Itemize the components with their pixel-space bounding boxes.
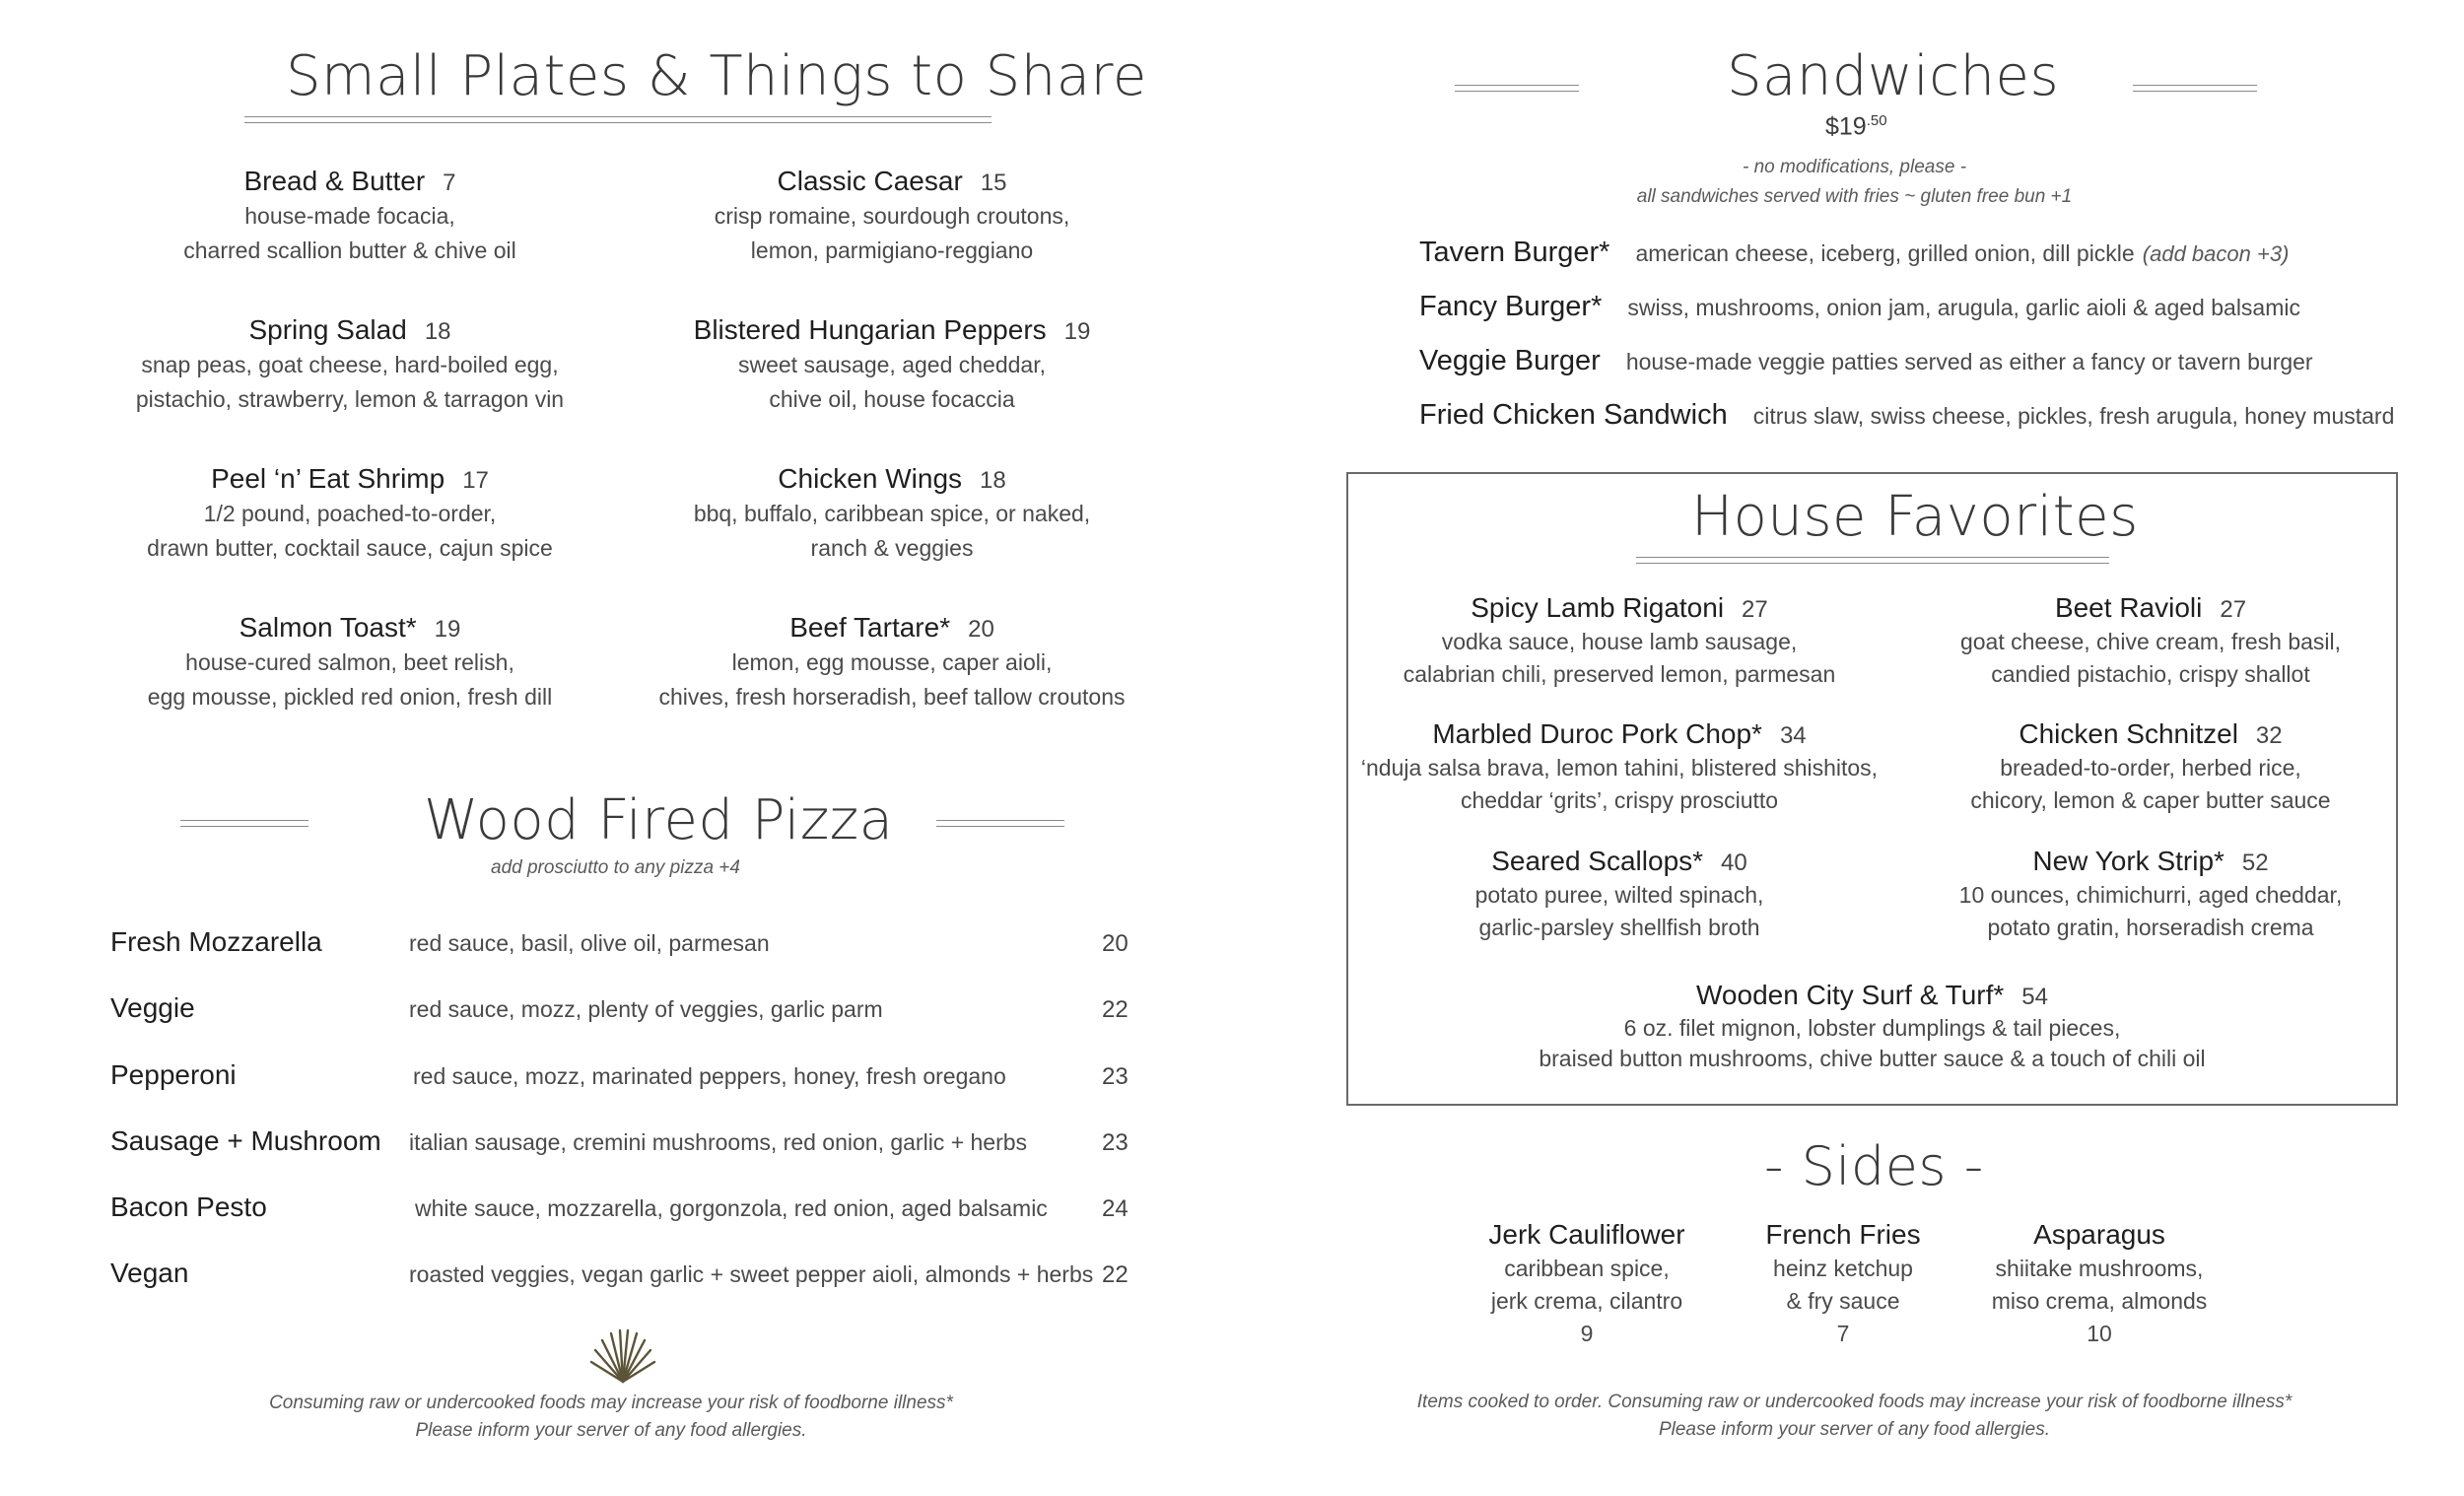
- pizza-name: Fresh Mozzarella: [110, 926, 322, 957]
- menu-item: [94, 463, 606, 566]
- pizza-name: Bacon Pesto: [110, 1191, 267, 1222]
- small-plates-title-rule: [244, 116, 992, 123]
- menu-item: [1904, 718, 2397, 817]
- sandwich-name: Tavern Burger*: [1419, 237, 1610, 268]
- pizza-title: Wood Fired Pizza: [424, 788, 894, 852]
- fan-logo-icon: [587, 1328, 658, 1384]
- left-footer-line1: Consuming raw or undercooked foods may increase your risk of foodborne illness*: [269, 1393, 953, 1413]
- item-desc: lemon, egg mousse, caper aioli,: [731, 649, 1053, 675]
- item-price: 34: [1779, 722, 1807, 749]
- sandwich-name: Fried Chicken Sandwich: [1419, 399, 1728, 431]
- sandwich-name: Veggie Burger: [1419, 345, 1601, 376]
- pizza-desc: white sauce, mozzarella, gorgonzola, red onion, aged balsamic: [415, 1195, 1048, 1221]
- item-desc: house-made focacia,: [244, 203, 455, 229]
- sandwiches-note-2: all sandwiches served with fries ~ gluten free bun +1: [1636, 186, 2073, 207]
- menu-item: [94, 314, 606, 417]
- item-desc: braised button mushrooms, chive butter sauce & a touch of chili oil: [1539, 1046, 2206, 1071]
- item-desc: 6 oz. filet mignon, lobster dumplings & tail pieces,: [1623, 1015, 2121, 1041]
- pizza-desc: roasted veggies, vegan garlic + sweet pepper aioli, almonds + herbs: [409, 1261, 1094, 1287]
- menu-item: [1904, 846, 2397, 944]
- left-footer-line2: Please inform your server of any food allergies.: [415, 1420, 807, 1441]
- item-price: 20: [968, 616, 994, 643]
- item-price: 27: [1742, 596, 1768, 623]
- item-desc: bbq, buffalo, caribbean spice, or naked,: [693, 501, 1091, 526]
- side-desc: caribbean spice,: [1504, 1256, 1670, 1281]
- item-price: 52: [2241, 850, 2269, 876]
- item-price: 19: [434, 616, 461, 643]
- item-desc: calabrian chili, preserved lemon, parmesan: [1403, 661, 1836, 687]
- sandwich-row: [1419, 237, 2289, 269]
- pizza-price: 23: [1102, 1129, 1129, 1156]
- item-name: Marbled Duroc Pork Chop*: [1432, 718, 1762, 749]
- pizza-desc: red sauce, basil, olive oil, parmesan: [409, 930, 770, 956]
- item-name: Bread & Butter: [243, 166, 426, 196]
- house-favorites-title-rule: [1636, 557, 2109, 564]
- item-price: 27: [2220, 596, 2247, 623]
- pizza-desc: red sauce, mozz, marinated peppers, honey, fresh oregano: [413, 1063, 1006, 1089]
- item-desc: ranch & veggies: [810, 535, 974, 561]
- item-name: Seared Scallops*: [1491, 846, 1704, 876]
- pizza-desc: red sauce, mozz, plenty of veggies, garlic parm: [409, 996, 883, 1022]
- side-name: French Fries: [1765, 1219, 1921, 1250]
- small-plates-title: Small Plates & Things to Share: [286, 44, 1147, 108]
- item-name: Wooden City Surf & Turf*: [1696, 980, 2005, 1010]
- sandwich-row: [1419, 399, 2394, 432]
- side-price: 7: [1836, 1321, 1850, 1346]
- house-favorites-title: House Favorites: [1691, 485, 2139, 549]
- item-desc: egg mousse, pickled red onion, fresh dill: [147, 684, 553, 710]
- pizza-name: Vegan: [110, 1258, 189, 1288]
- item-desc: ‘nduja salsa brava, lemon tahini, blistered shishitos,: [1360, 755, 1879, 781]
- price-dollars: $19: [1825, 112, 1867, 141]
- item-desc: chive oil, house focaccia: [769, 386, 1015, 412]
- item-desc: garlic-parsley shellfish broth: [1478, 915, 1760, 940]
- side-item: [1459, 1219, 1715, 1350]
- menu-item: [636, 463, 1148, 566]
- item-desc: 10 ounces, chimichurri, aged cheddar,: [1958, 882, 2343, 908]
- right-footer-line2: Please inform your server of any food allergies.: [1658, 1419, 2051, 1440]
- side-desc: shiitake mushrooms,: [1995, 1256, 2204, 1281]
- item-price: 18: [980, 467, 1006, 494]
- menu-item: [94, 612, 606, 714]
- sandwich-name: Fancy Burger*: [1419, 291, 1603, 322]
- pizza-desc: italian sausage, cremini mushrooms, red onion, garlic + herbs: [409, 1129, 1028, 1155]
- item-price: 18: [424, 318, 451, 345]
- sandwiches-title-rule-left: [1455, 85, 1579, 92]
- menu-item: [616, 612, 1168, 714]
- item-name: Chicken Schnitzel: [2019, 718, 2238, 749]
- item-desc: potato puree, wilted spinach,: [1474, 882, 1764, 908]
- item-price: 32: [2255, 722, 2283, 749]
- item-name: Classic Caesar: [777, 166, 963, 196]
- side-desc: miso crema, almonds: [1991, 1288, 2208, 1314]
- item-desc: breaded-to-order, herbed rice,: [2000, 755, 2301, 781]
- item-name: New York Strip*: [2032, 846, 2224, 876]
- item-name: Blistered Hungarian Peppers: [693, 314, 1047, 345]
- menu-item: [636, 314, 1148, 417]
- side-desc: heinz ketchup: [1773, 1256, 1913, 1281]
- item-price: 7: [443, 170, 456, 196]
- side-name: Asparagus: [2033, 1219, 2165, 1250]
- item-desc: drawn butter, cocktail sauce, cajun spice: [147, 535, 553, 561]
- item-desc: snap peas, goat cheese, hard-boiled egg,: [141, 352, 559, 377]
- side-desc: jerk crema, cilantro: [1490, 1288, 1683, 1314]
- item-name: Chicken Wings: [778, 463, 963, 494]
- side-price: 9: [1580, 1321, 1594, 1346]
- item-name: Spring Salad: [248, 314, 407, 345]
- sandwich-desc: swiss, mushrooms, onion jam, arugula, garlic aioli & aged balsamic: [1627, 295, 2300, 320]
- item-desc: house-cured salmon, beet relish,: [185, 649, 514, 675]
- pizza-price: 22: [1102, 1261, 1129, 1288]
- menu-item: [1373, 846, 1866, 944]
- item-desc: chives, fresh horseradish, beef tallow croutons: [658, 684, 1126, 710]
- menu-item: [1445, 980, 2299, 1074]
- item-name: Beef Tartare*: [789, 612, 951, 643]
- sides-title: - Sides -: [1764, 1135, 1984, 1197]
- menu-item: [1904, 592, 2397, 691]
- pizza-title-rule-right: [936, 820, 1064, 827]
- item-name: Beet Ravioli: [2054, 592, 2203, 623]
- menu-item: [1373, 592, 1866, 691]
- sandwich-desc: citrus slaw, swiss cheese, pickles, fresh arugula, honey mustard: [1752, 403, 2395, 429]
- item-price: 40: [1721, 850, 1747, 876]
- menu-item: [94, 166, 606, 268]
- item-desc: candied pistachio, crispy shallot: [1991, 661, 2310, 687]
- right-footer-line1: Items cooked to order. Consuming raw or undercooked foods may increase your risk of foodborne illness*: [1416, 1392, 2293, 1412]
- item-name: Salmon Toast*: [239, 612, 417, 643]
- pizza-name: Veggie: [110, 992, 195, 1023]
- pizza-note: add prosciutto to any pizza +4: [491, 857, 740, 878]
- item-desc: lemon, parmigiano-reggiano: [750, 238, 1034, 263]
- sandwiches-title-rule-right: [2133, 85, 2257, 92]
- pizza-price: 22: [1102, 996, 1129, 1023]
- pizza-title-rule-left: [180, 820, 308, 827]
- item-desc: goat cheese, chive cream, fresh basil,: [1959, 629, 2342, 654]
- item-price: 17: [462, 467, 489, 494]
- pizza-price: 23: [1102, 1063, 1129, 1090]
- sandwich-extra: (add bacon +3): [2142, 241, 2290, 266]
- pizza-name: Sausage + Mushroom: [110, 1125, 381, 1156]
- item-price: 54: [2021, 984, 2048, 1010]
- sandwiches-note-1: - no modifications, please -: [1742, 157, 1967, 177]
- item-desc: pistachio, strawberry, lemon & tarragon vin: [135, 386, 565, 412]
- item-desc: chicory, lemon & caper butter sauce: [1970, 787, 2331, 813]
- item-desc: charred scallion butter & chive oil: [183, 238, 516, 263]
- side-desc: & fry sauce: [1786, 1288, 1900, 1314]
- sandwiches-price: [1825, 112, 1887, 141]
- sandwich-desc: house-made veggie patties served as either a fancy or tavern burger: [1625, 349, 2313, 374]
- item-price: 15: [980, 170, 1007, 196]
- item-desc: potato gratin, horseradish crema: [1987, 915, 2314, 940]
- item-desc: sweet sausage, aged cheddar,: [737, 352, 1046, 377]
- item-desc: cheddar ‘grits’, crispy prosciutto: [1460, 787, 1779, 813]
- sandwiches-title: Sandwiches: [1727, 44, 2060, 108]
- price-cents: .50: [1866, 112, 1887, 129]
- sandwich-row: [1419, 291, 2300, 323]
- side-item: [1971, 1219, 2227, 1350]
- item-price: 19: [1063, 318, 1091, 345]
- side-item: [1735, 1219, 1951, 1350]
- pizza-price: 20: [1102, 930, 1129, 957]
- item-desc: crisp romaine, sourdough croutons,: [714, 203, 1070, 229]
- item-desc: 1/2 pound, poached-to-order,: [203, 501, 497, 526]
- sandwich-row: [1419, 345, 2313, 377]
- menu-item: [636, 166, 1148, 268]
- side-price: 10: [2087, 1321, 2112, 1346]
- pizza-price: 24: [1102, 1195, 1129, 1222]
- item-desc: vodka sauce, house lamb sausage,: [1441, 629, 1798, 654]
- sandwich-desc: american cheese, iceberg, grilled onion, dill pickle: [1635, 240, 2135, 266]
- pizza-name: Pepperoni: [110, 1059, 237, 1090]
- menu-item: [1353, 718, 1885, 817]
- side-name: Jerk Cauliflower: [1488, 1219, 1685, 1250]
- item-name: Spicy Lamb Rigatoni: [1471, 592, 1725, 623]
- item-name: Peel ‘n’ Eat Shrimp: [211, 463, 445, 494]
